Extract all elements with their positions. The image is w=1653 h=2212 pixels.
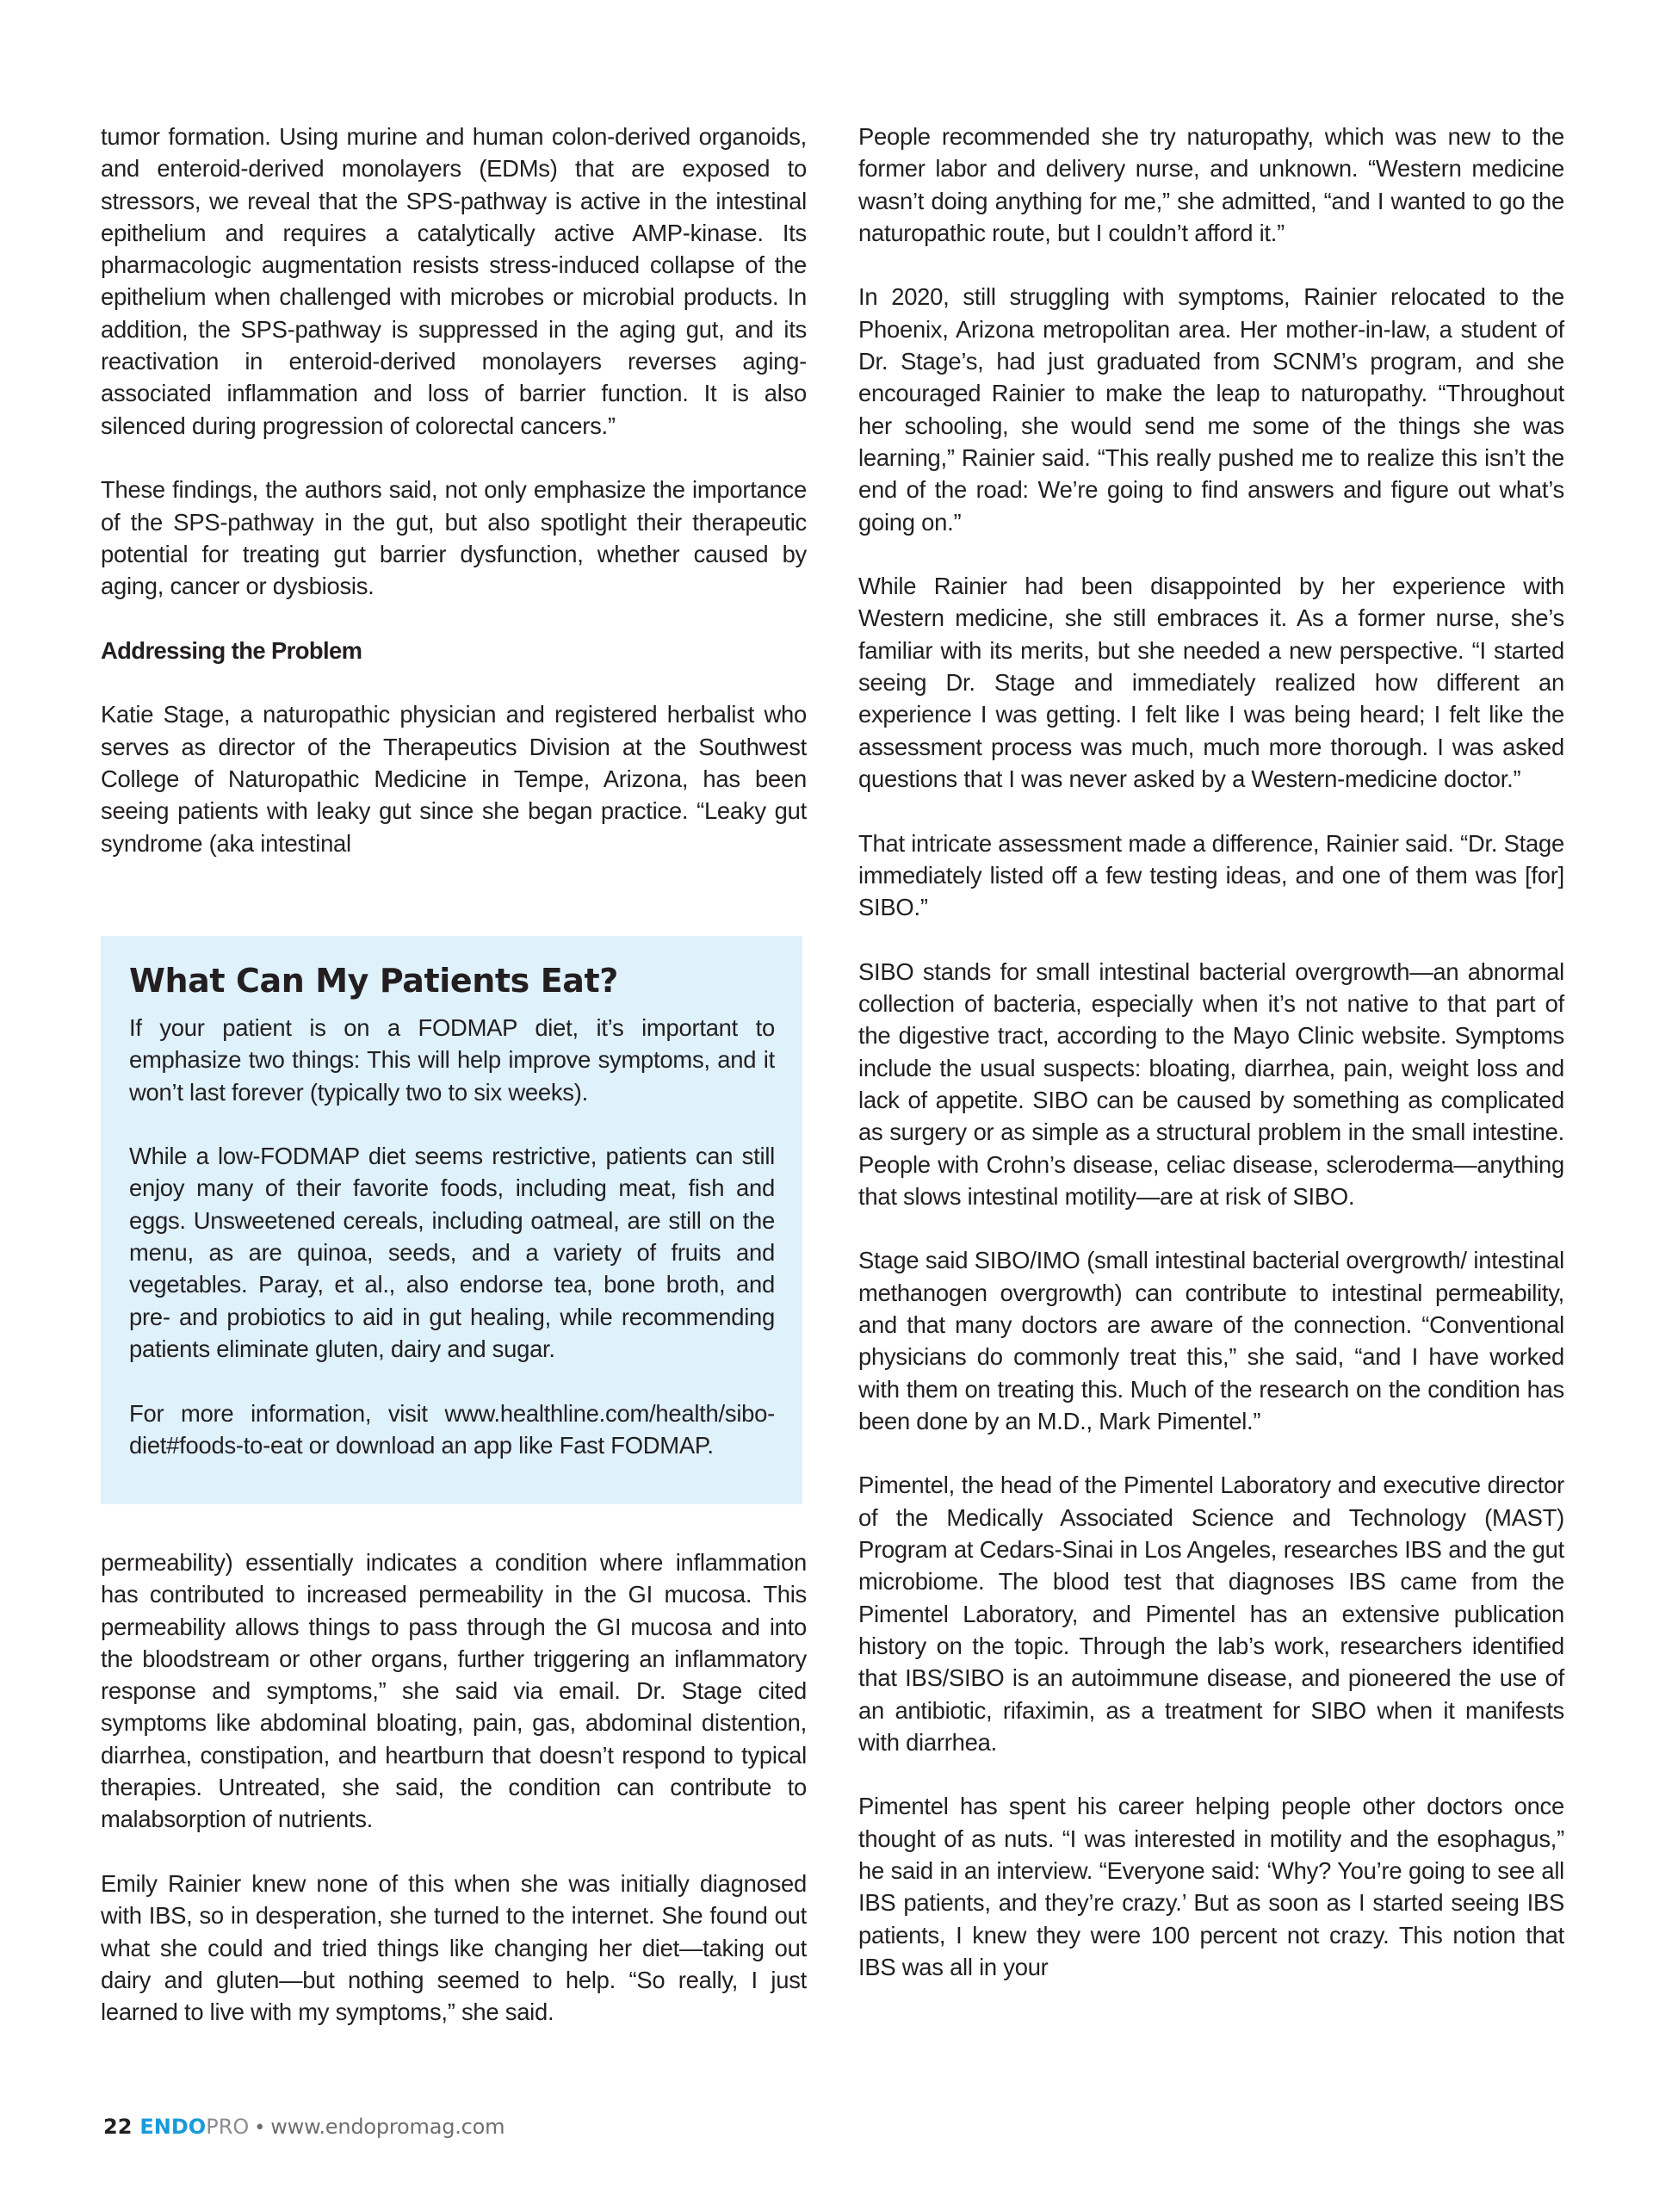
body-paragraph: Emily Rainier knew none of this when she was initially diagnosed with IBS, so in desperation, she turned to the internet. She found out what she could and tried things like changing her diet—taking out dairy and gluten—but nothing seemed to help. “So really, I just learned to live with my symptoms,” she said. [101, 1869, 807, 2026]
sidebar-paragraph: If your patient is on a FODMAP diet, it’s important to emphasize two things: This will help improve symptoms, and it won’t last forever (typically two to six weeks). [129, 1014, 775, 1106]
right-column [858, 121, 1564, 1983]
website-link[interactable]: www.endopromag.com [270, 2115, 505, 2139]
sidebar-paragraph: While a low-FODMAP diet seems restrictive, patients can still enjoy many of their favorite foods, including meat, fish and eggs. Unsweetened cereals, including oatmeal, are still on the menu, as are quinoa, seeds, and a variety of fruits and vegetables. Paray, et al., also endorse tea, bone broth, and pre- and probiotics to aid in gut healing, while recommending patients eliminate gluten, dairy and sugar. [129, 1143, 775, 1362]
brand-logo-endo: ENDO [139, 2115, 207, 2139]
section-subheading: Addressing the Problem [101, 636, 362, 664]
page-footer [103, 2115, 505, 2146]
body-paragraph: Pimentel has spent his career helping people other doctors once thought of as nuts. “I was interested in motility and the esophagus,” he said in an interview. “Everyone said: ‘Why? You’re going to see all IBS patients, and they’re crazy.’ But as soon as I started seeing IBS patients, I knew they were 100 percent not crazy. This notion that IBS was all in your [858, 1793, 1564, 1980]
body-paragraph: Katie Stage, a naturopathic physician and registered herbalist who serves as director of the Therapeutics Division at the Southwest College of Naturopathic Medicine in Tempe, Arizona, has been seeing patients with leaky gut since she began practice. “Leaky gut syndrome (aka intestinal [101, 701, 807, 857]
body-paragraph: That intricate assessment made a difference, Rainier said. “Dr. Stage immediately listed off a few testing ideas, and one of them was [for] SIBO.” [858, 829, 1564, 921]
body-paragraph: These findings, the authors said, not only emphasize the importance of the SPS-pathway in the gut, but also spotlight their therapeutic potential for treating gut barrier dysfunction, whether caused by aging, cancer or dysbiosis. [101, 476, 807, 600]
body-paragraph: Stage said SIBO/IMO (small intestinal bacterial overgrowth/ intestinal methanogen overgrowth) can contribute to intestinal permeability, and that many doctors are aware of the connection. “Conventional physicians do commonly treat this,” she said, “and I have worked with them on treating this. Much of the research on the condition has been done by an M.D., Mark Pimentel.” [858, 1247, 1564, 1434]
body-paragraph: SIBO stands for small intestinal bacterial overgrowth—an abnormal collection of bacteria, especially when it’s not native to that part of the digestive tract, according to the Mayo Clinic website. Symptoms include the usual suspects: bloating, diarrhea, pain, weight loss and lack of appetite. SIBO can be caused by something as complicated as surgery or as simple as a structural problem in the small intestine. People with Crohn’s disease, celiac disease, scleroderma—anything that slows intestinal motility—are at risk of SIBO. [858, 957, 1564, 1210]
left-column-bottom [101, 1546, 807, 2028]
body-paragraph: tumor formation. Using murine and human colon-derived organoids, and enteroid-derived monolayers (EDMs) that are exposed to stressors, we reveal that the SPS-pathway is active in the intestinal epithelium and requires a catalytically active AMP-kinase. Its pharmacologic augmentation resists stress-induced collapse of the epithelium when challenged with microbes or microbial products. In addition, the SPS-pathway is suppressed in the aging gut, and its reactivation in enteroid-derived monolayers reverses aging-associated inflammation and loss of barrier function. It is also silenced during progression of colorectal cancers.” [101, 123, 807, 439]
brand-logo-pro: PRO [206, 2115, 250, 2139]
body-paragraph: People recommended she try naturopathy, which was new to the former labor and delivery nurse, and unknown. “Western medicine wasn’t doing anything for me,” she admitted, “and I wanted to go the naturopathic route, but I couldn’t afford it.” [858, 123, 1564, 246]
page-number: 22 [103, 2115, 133, 2139]
sidebar-paragraph-link: For more information, visit www.healthline.com/health/sibo-diet#foods-to-eat or download an app like Fast FODMAP. [129, 1399, 775, 1459]
sidebar-title: What Can My Patients Eat? [129, 962, 618, 1000]
body-paragraph: In 2020, still struggling with symptoms, Rainier relocated to the Phoenix, Arizona metropolitan area. Her mother-in-law, a student of Dr. Stage’s, had just graduated from SCNM’s program, and she encouraged Rainier to make the leap to naturopathy. “Throughout her schooling, she would send me some of the things she was learning,” Rainier said. “This really pushed me to realize this isn’t the end of the road: We’re going to find answers and figure out what’s going on.” [858, 283, 1564, 536]
left-column-top [101, 121, 807, 859]
sidebar-callout-box [101, 936, 802, 1504]
body-paragraph: While Rainier had been disappointed by her experience with Western medicine, she still embraces it. As a former nurse, she’s familiar with its merits, but she needed a new perspective. “I started seeing Dr. Stage and immediately realized how different an experience I was getting. I felt like I was being heard; I felt like the assessment process was much, much more thorough. I was asked questions that I was never asked by a Western-medicine doctor.” [858, 573, 1564, 792]
bullet-separator: • [254, 2117, 266, 2139]
body-paragraph: permeability) essentially indicates a condition where inflammation has contributed to increased permeability in the GI mucosa. This permeability allows things to pass through the GI mucosa and into the bloodstream or other organs, further triggering an inflammatory response and symptoms,” she said via email. Dr. Stage cited symptoms like abdominal bloating, pain, gas, abdominal distention, diarrhea, constipation, and heartburn that doesn’t respond to typical therapies. Untreated, she said, the condition can contribute to malabsorption of nutrients. [101, 1549, 807, 1833]
body-paragraph: Pimentel, the head of the Pimentel Laboratory and executive director of the Medically Associated Science and Technology (MAST) Program at Cedars-Sinai in Los Angeles, researches IBS and the gut microbiome. The blood test that diagnoses IBS came from the Pimentel Laboratory, and Pimentel has an extensive publication history on the topic. Through the lab’s work, researchers identified that IBS/SIBO is an autoimmune disease, and pioneered the use of an antibiotic, rifaximin, as a treatment for SIBO when it manifests with diarrhea. [858, 1472, 1564, 1756]
